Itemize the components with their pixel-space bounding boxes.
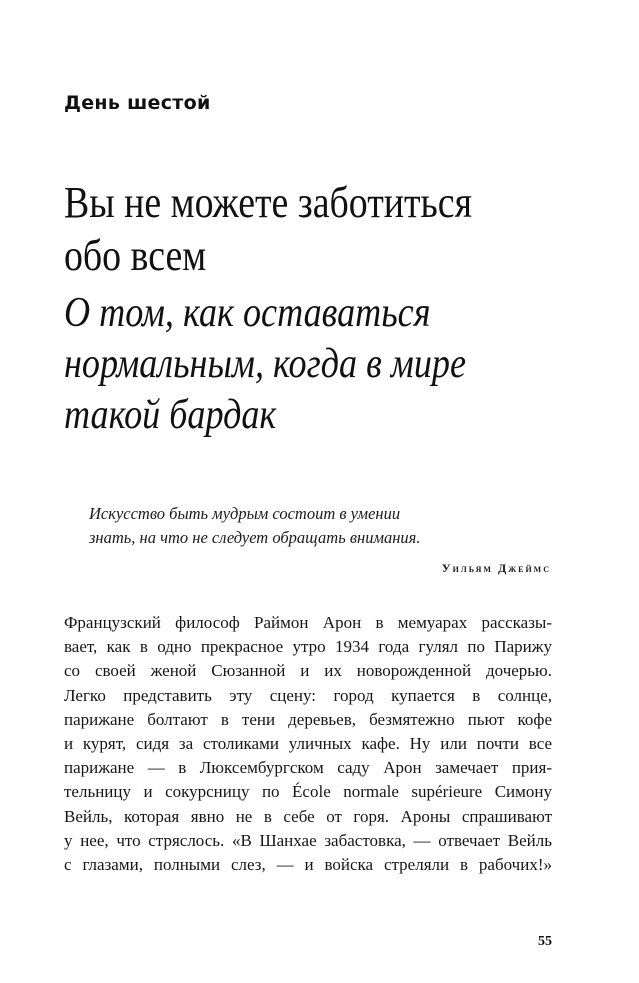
body-line: с глазами, полными слез, — и войска стреляли в рабочих!»	[64, 855, 552, 875]
body-line: Легко представить эту сцену: город купается в солнце,	[64, 685, 552, 705]
body-line: Французский философ Раймон Арон в мемуарах рассказы-	[64, 613, 552, 632]
body-line: парижане — в Люксембургском саду Арон замечает прия-	[64, 758, 552, 778]
chapter-subtitle-line: нормальным, когда в мире	[64, 341, 466, 387]
body-line: Вейль, которая явно не в себе от горя. Ароны спрашивают	[64, 806, 552, 826]
body-line: парижане болтают в тени деревьев, безмятежно пьют кофе	[64, 709, 552, 729]
chapter-title-line: Вы не можете заботиться	[64, 178, 472, 227]
body-line: вает, как в одно прекрасное утро 1934 года гулял по Парижу	[64, 637, 552, 657]
body-line: у нее, что стряслось. «В Шанхае забастовка, — отвечает Вейль	[64, 830, 552, 850]
chapter-title-line: обо всем	[64, 231, 207, 280]
chapter-subtitle-line: такой бардак	[64, 392, 277, 438]
body-line: и курят, сидя за столиками уличных кафе. Ну или почти все	[64, 734, 552, 754]
chapter-title	[64, 176, 511, 282]
page-number: 55	[538, 934, 552, 949]
body-paragraph	[64, 611, 552, 877]
chapter-subtitle-line: О том, как оставаться	[64, 290, 431, 336]
body-line: тельницу и сокурсницу по École normale supérieure Симону	[64, 782, 552, 802]
body-line: со своей женой Сюзанной и их новорожденной дочерью.	[64, 661, 552, 681]
chapter-subtitle	[64, 288, 511, 441]
chapter-day-label: День шестой	[64, 92, 211, 114]
epigraph-quote	[89, 502, 529, 550]
epigraph-line: знать, на что не следует обращать внимания.	[89, 528, 421, 547]
epigraph-author: Уильям Джеймс	[441, 561, 551, 575]
epigraph-line: Искусство быть мудрым состоит в умении	[89, 504, 401, 523]
